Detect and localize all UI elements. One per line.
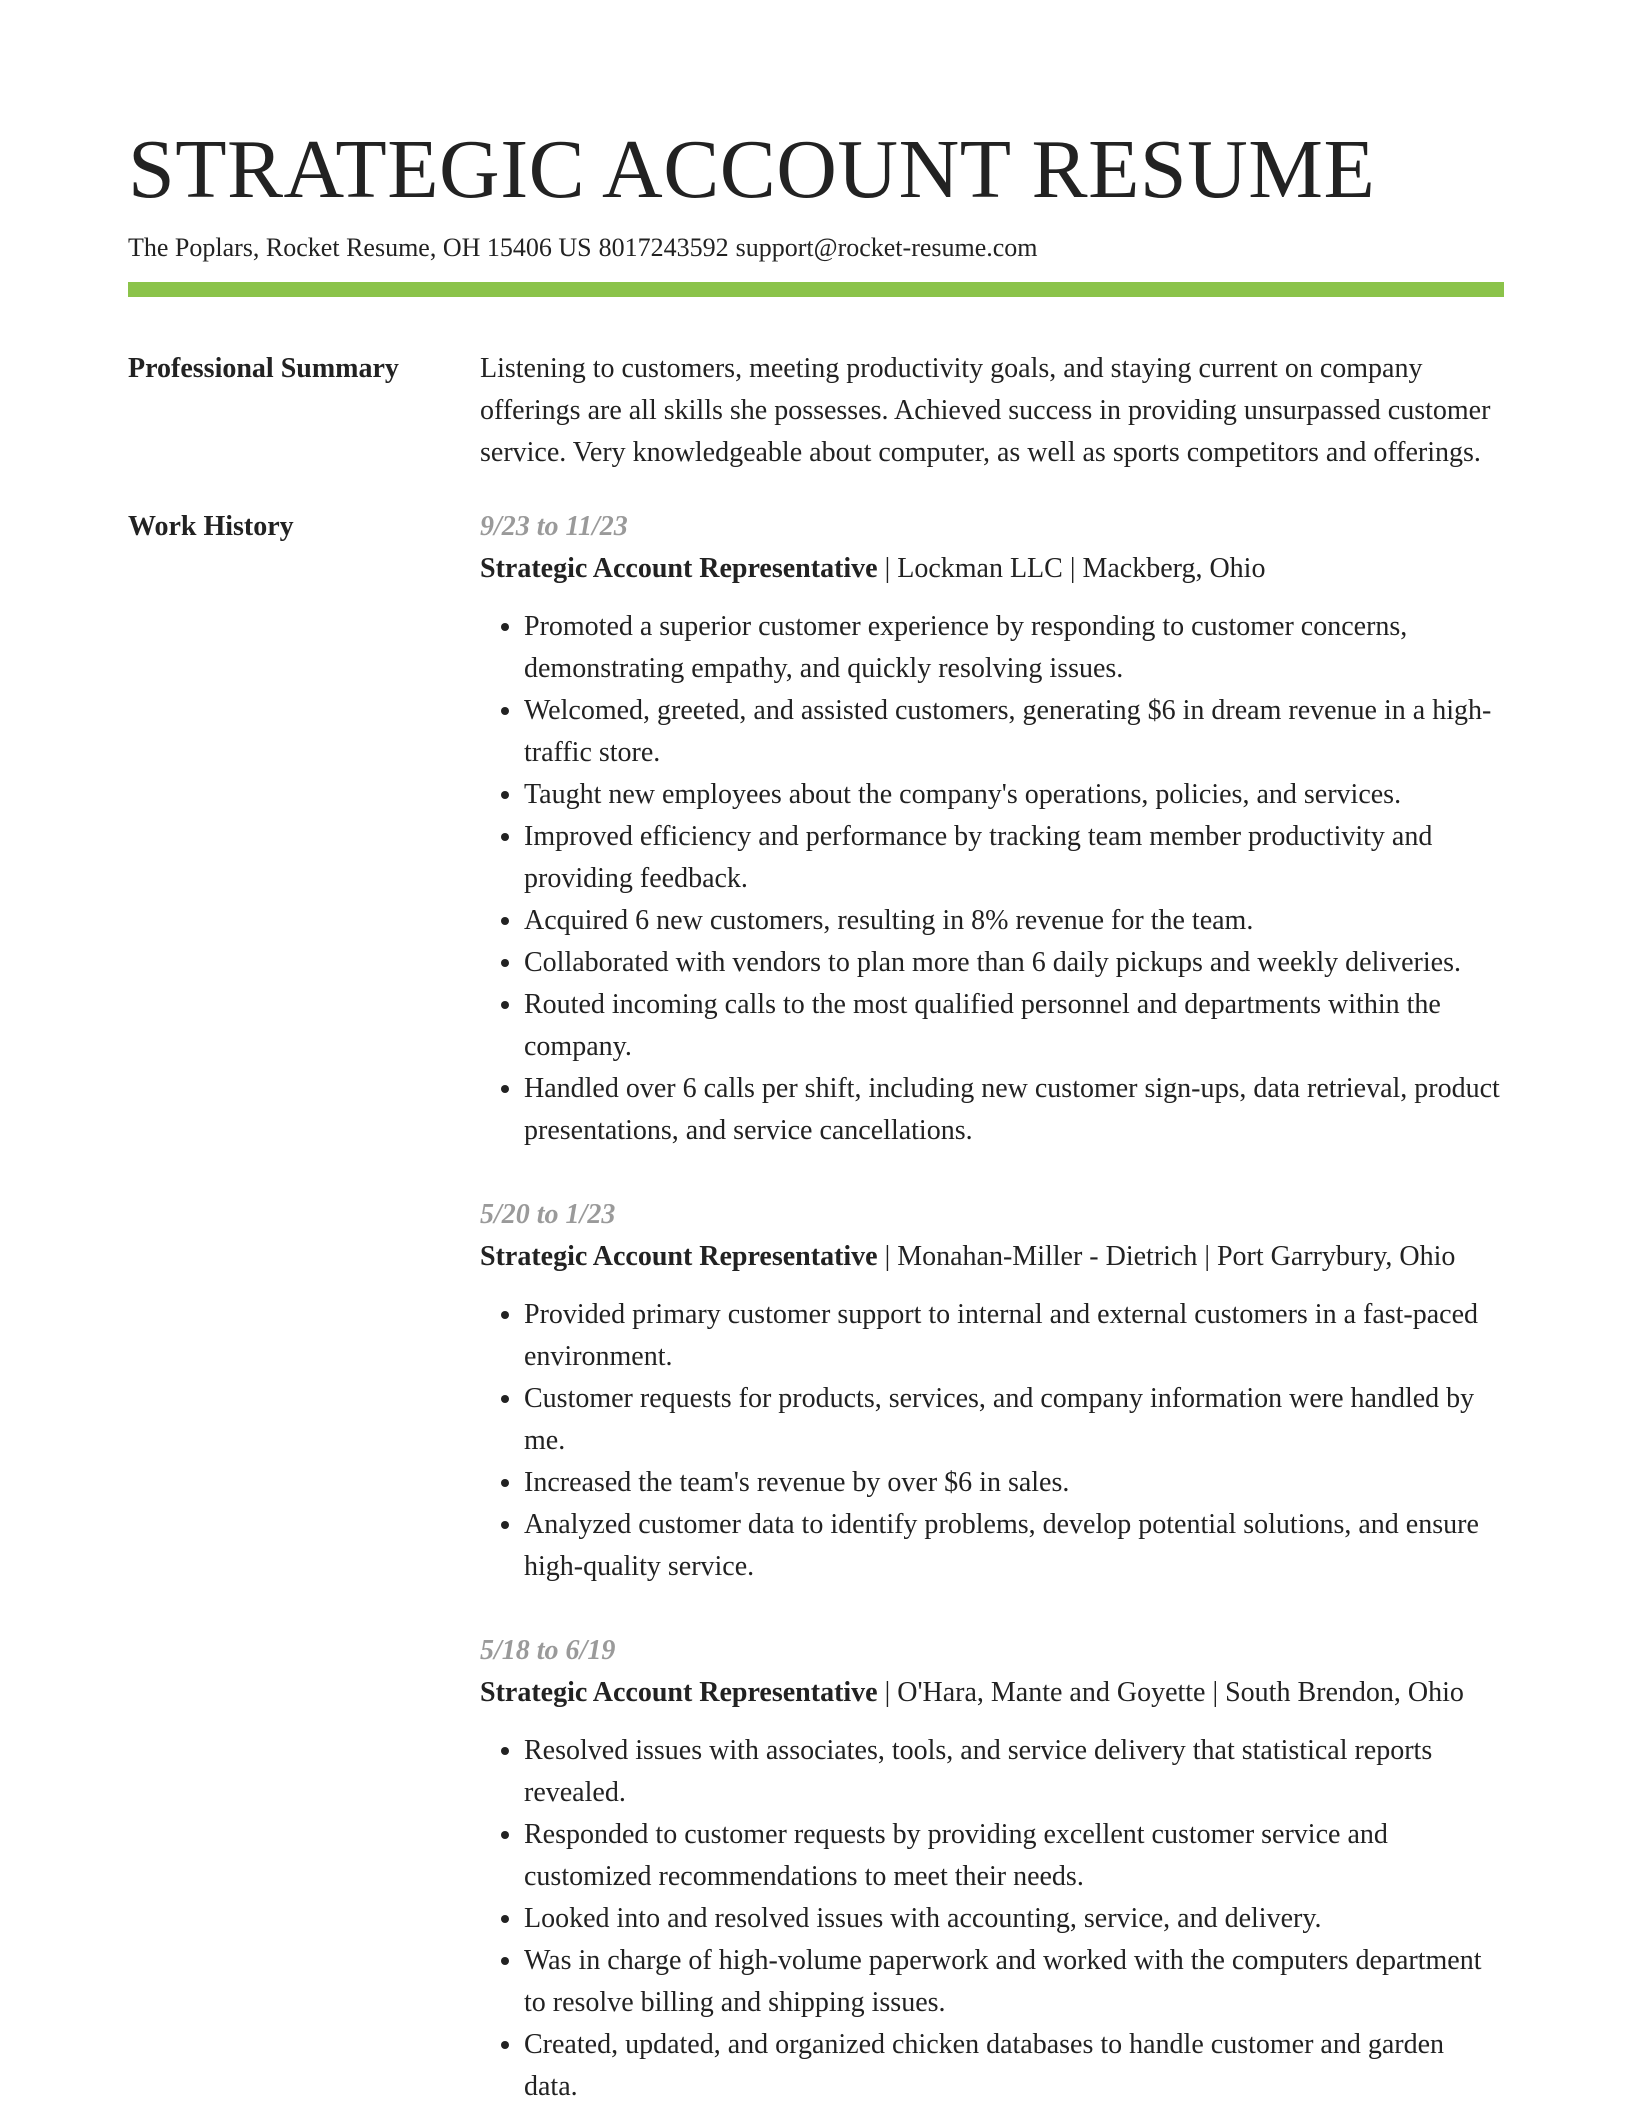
contact-address: The Poplars, Rocket Resume, OH 15406 US [128, 233, 592, 262]
job-bullet: • Improved efficiency and performance by tracking team member productivity and providing feedback. [524, 816, 1504, 900]
job-bullet-list [480, 1730, 1504, 2108]
job-bullet: • Responded to customer requests by providing excellent customer service and customized recommendations to meet their needs. [524, 1814, 1504, 1898]
job-company: Monahan-Miller - Dietrich [897, 1241, 1198, 1272]
job-dates: 9/23 to 11/23 [480, 511, 628, 542]
job-bullet: • Collaborated with vendors to plan more than 6 daily pickups and weekly deliveries. [524, 942, 1504, 984]
summary-text: Listening to customers, meeting productivity goals, and staying current on company offerings are all skills she possesses. Achieved success in providing unsurpassed customer service. Very knowledgeable about computer, as well as sports competitors and offerings. [480, 353, 1491, 468]
separator: | [1212, 1677, 1219, 1708]
job-bullet: • Provided primary customer support to internal and external customers in a fast-paced environment. [524, 1294, 1504, 1378]
header-accent-rule [128, 282, 1504, 297]
contact-phone: 8017243592 [598, 233, 729, 262]
job-bullet: • Acquired 6 new customers, resulting in 8% revenue for the team. [524, 900, 1504, 942]
work-history-body [480, 506, 1504, 2108]
job-bullet: • Customer requests for products, services, and company information were handled by me. [524, 1378, 1504, 1462]
separator: | [884, 553, 891, 584]
separator: | [1069, 553, 1076, 584]
job-entry [480, 1630, 1504, 2108]
job-company: O'Hara, Mante and Goyette [897, 1677, 1206, 1708]
job-heading [480, 548, 1504, 590]
job-bullet: • Routed incoming calls to the most qualified personnel and departments within the company. [524, 984, 1504, 1068]
job-bullet: • Welcomed, greeted, and assisted customers, generating $6 in dream revenue in a high-traffic store. [524, 690, 1504, 774]
job-title: Strategic Account Representative [480, 1677, 878, 1708]
job-bullet: • Increased the team's revenue by over $6 in sales. [524, 1462, 1504, 1504]
job-bullet-list [480, 606, 1504, 1152]
job-title: Strategic Account Representative [480, 553, 878, 584]
job-location: Port Garrybury, Ohio [1216, 1241, 1456, 1272]
job-heading [480, 1236, 1504, 1278]
job-bullet: • Taught new employees about the company's operations, policies, and services. [524, 774, 1504, 816]
job-bullet: • Promoted a superior customer experience by responding to customer concerns, demonstrating empathy, and quickly resolving issues. [524, 606, 1504, 690]
work-history-label: Work History [128, 511, 294, 542]
job-bullet: • Resolved issues with associates, tools, and service delivery that statistical reports revealed. [524, 1730, 1504, 1814]
separator: | [884, 1677, 891, 1708]
job-entry [480, 1194, 1504, 1588]
summary-section [128, 348, 1504, 474]
job-bullet: • Looked into and resolved issues with accounting, service, and delivery. [524, 1898, 1504, 1940]
contact-line [128, 232, 1504, 264]
job-bullet: • Handled over 6 calls per shift, including new customer sign-ups, data retrieval, product presentations, and service cancellations. [524, 1068, 1504, 1152]
job-bullet: • Created, updated, and organized chicken databases to handle customer and garden data. [524, 2024, 1504, 2108]
job-dates: 5/18 to 6/19 [480, 1635, 616, 1666]
work-history-section [128, 506, 1504, 2108]
resume-title: STRATEGIC ACCOUNT RESUME [128, 123, 1376, 216]
job-dates: 5/20 to 1/23 [480, 1199, 616, 1230]
summary-label: Professional Summary [128, 353, 399, 384]
job-company: Lockman LLC [897, 553, 1063, 584]
job-location: South Brendon, Ohio [1225, 1677, 1464, 1708]
job-entry [480, 506, 1504, 1152]
job-bullet: • Analyzed customer data to identify problems, develop potential solutions, and ensure high-quality service. [524, 1504, 1504, 1588]
summary-body [480, 348, 1504, 474]
job-bullet: • Was in charge of high-volume paperwork and worked with the computers department to resolve billing and shipping issues. [524, 1940, 1504, 2024]
job-heading [480, 1672, 1504, 1714]
separator: | [884, 1241, 891, 1272]
job-bullet-list [480, 1294, 1504, 1588]
resume-page [128, 0, 1504, 2108]
separator: | [1204, 1241, 1210, 1272]
job-location: Mackberg, Ohio [1082, 553, 1266, 584]
job-title: Strategic Account Representative [480, 1241, 878, 1272]
contact-email: support@rocket-resume.com [735, 233, 1038, 262]
